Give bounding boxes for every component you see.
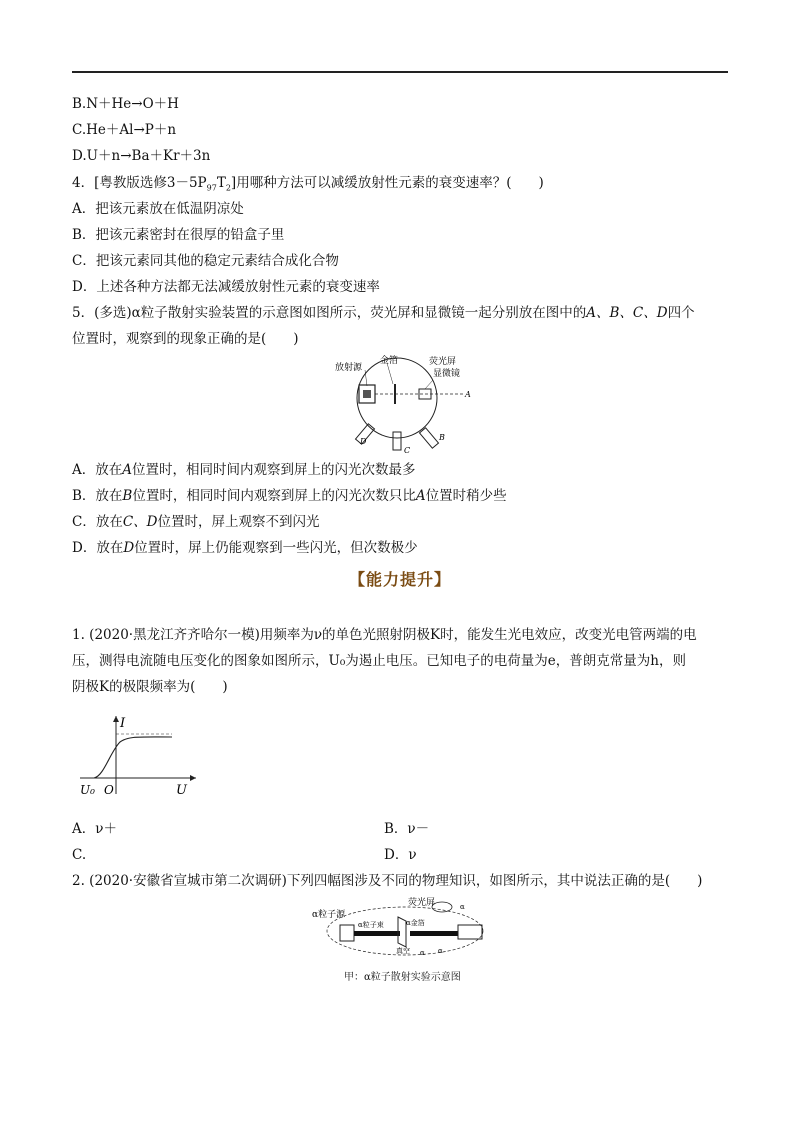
source-box	[340, 925, 354, 941]
label-a: A	[465, 390, 471, 399]
label-source: α粒子源	[312, 910, 346, 920]
label-foil: 金箔	[380, 356, 399, 366]
figure-caption: 甲：α粒子散射实验示意图	[344, 972, 461, 983]
p1-option-b: B．ν－	[384, 821, 430, 837]
label-origin: O	[104, 783, 114, 797]
q5-option-d: D．放在D位置时，屏上仍能观察到一些闪光，但次数极少	[72, 540, 418, 556]
label-d: D	[360, 437, 367, 446]
p1-option-c: C.	[72, 847, 87, 863]
q5-stem-line1: 5．(多选)α粒子散射实验装置的示意图如图所示，荧光屏和显微镜一起分别放在图中的A、B、C、D四个	[72, 305, 695, 321]
label-u: U	[176, 783, 187, 798]
leader-foil	[387, 363, 393, 384]
label-alpha-1: α	[420, 949, 425, 957]
label-microscope: 显微镜	[433, 369, 461, 379]
prev-option-d: D.U＋n→Ba＋Kr＋3n	[72, 148, 211, 164]
radioactive-source	[363, 390, 371, 398]
q4-option-c: C．把该元素同其他的稳定元素结合成化合物	[72, 253, 339, 269]
alpha-beam	[354, 931, 400, 936]
q4-option-b: B．把该元素密封在很厚的铅盒子里	[72, 227, 285, 243]
q4-option-a: A．把该元素放在低温阴凉处	[72, 201, 244, 217]
q4-option-d: D．上述各种方法都无法减缓放射性元素的衰变速率	[72, 279, 380, 295]
label-alpha-2: α	[438, 947, 443, 955]
iu-graph	[72, 712, 202, 802]
label-alpha-3: α	[460, 903, 465, 911]
u-axis-arrow	[190, 775, 196, 781]
label-screen: 荧光屏	[429, 357, 457, 367]
scatter-track	[410, 931, 458, 936]
q5-option-a: A．放在A位置时，相同时间内观察到屏上的闪光次数最多	[72, 462, 416, 478]
p1-stem-line1: 1. (2020·黑龙江齐齐哈尔一模)用频率为ν的单色光照射阴极K时，能发生光电效应，改变光电管两端的电	[72, 627, 697, 643]
label-c: C	[404, 446, 411, 455]
q5-stem-line2: 位置时，观察到的现象正确的是( )	[72, 331, 299, 347]
label-screen: 荧光屏	[408, 898, 436, 908]
p1-option-a: A．ν＋	[72, 821, 117, 837]
i-axis-arrow	[113, 716, 119, 722]
p2-stem-line1: 2. (2020·安徽省宣城市第二次调研)下列四幅图涉及不同的物理知识，如图所示，其中说法正确的是( )	[72, 873, 703, 889]
prev-option-c: C.He＋Al→P＋n	[72, 122, 177, 138]
p1-option-d: D．ν	[384, 847, 417, 863]
microscope-b	[420, 428, 439, 448]
alpha-scattering-setup-figure	[310, 895, 490, 965]
prev-option-b: B.N＋He→O＋H	[72, 96, 179, 112]
q4-stem: 4．[粤教版选修$3-5P_{97}T_2$]用哪种方法可以减缓放射性元素的衰变速率？( )	[72, 175, 544, 193]
p1-stem-line2: 压，测得电流随电压变化的图象如图所示，U₀为遏止电压。已知电子的电荷量为e，普朗克常量为h，则	[72, 653, 686, 669]
microscope-c	[393, 432, 401, 450]
label-beam: α粒子束	[358, 921, 384, 929]
label-u0: U₀	[80, 783, 95, 797]
leader-microscope	[425, 380, 433, 389]
label-b: B	[439, 433, 445, 442]
p1-stem-line3: 阴极K的极限频率为( )	[72, 679, 228, 695]
header-rule	[72, 71, 728, 73]
q5-option-c: C．放在C、D位置时，屏上观察不到闪光	[72, 514, 320, 530]
alpha-scattering-apparatus-figure	[325, 352, 475, 457]
current-curve	[94, 737, 172, 778]
label-i: I	[120, 716, 126, 731]
section-heading: 【能力提升】	[348, 570, 451, 589]
label-vacuum: 真空	[396, 947, 410, 955]
q5-option-b: B．放在B位置时，相同时间内观察到屏上的闪光次数只比A位置时稍少些	[72, 488, 507, 504]
label-foil: α金箔	[406, 919, 425, 927]
microscope	[458, 925, 482, 939]
label-source: 放射源	[335, 363, 363, 373]
